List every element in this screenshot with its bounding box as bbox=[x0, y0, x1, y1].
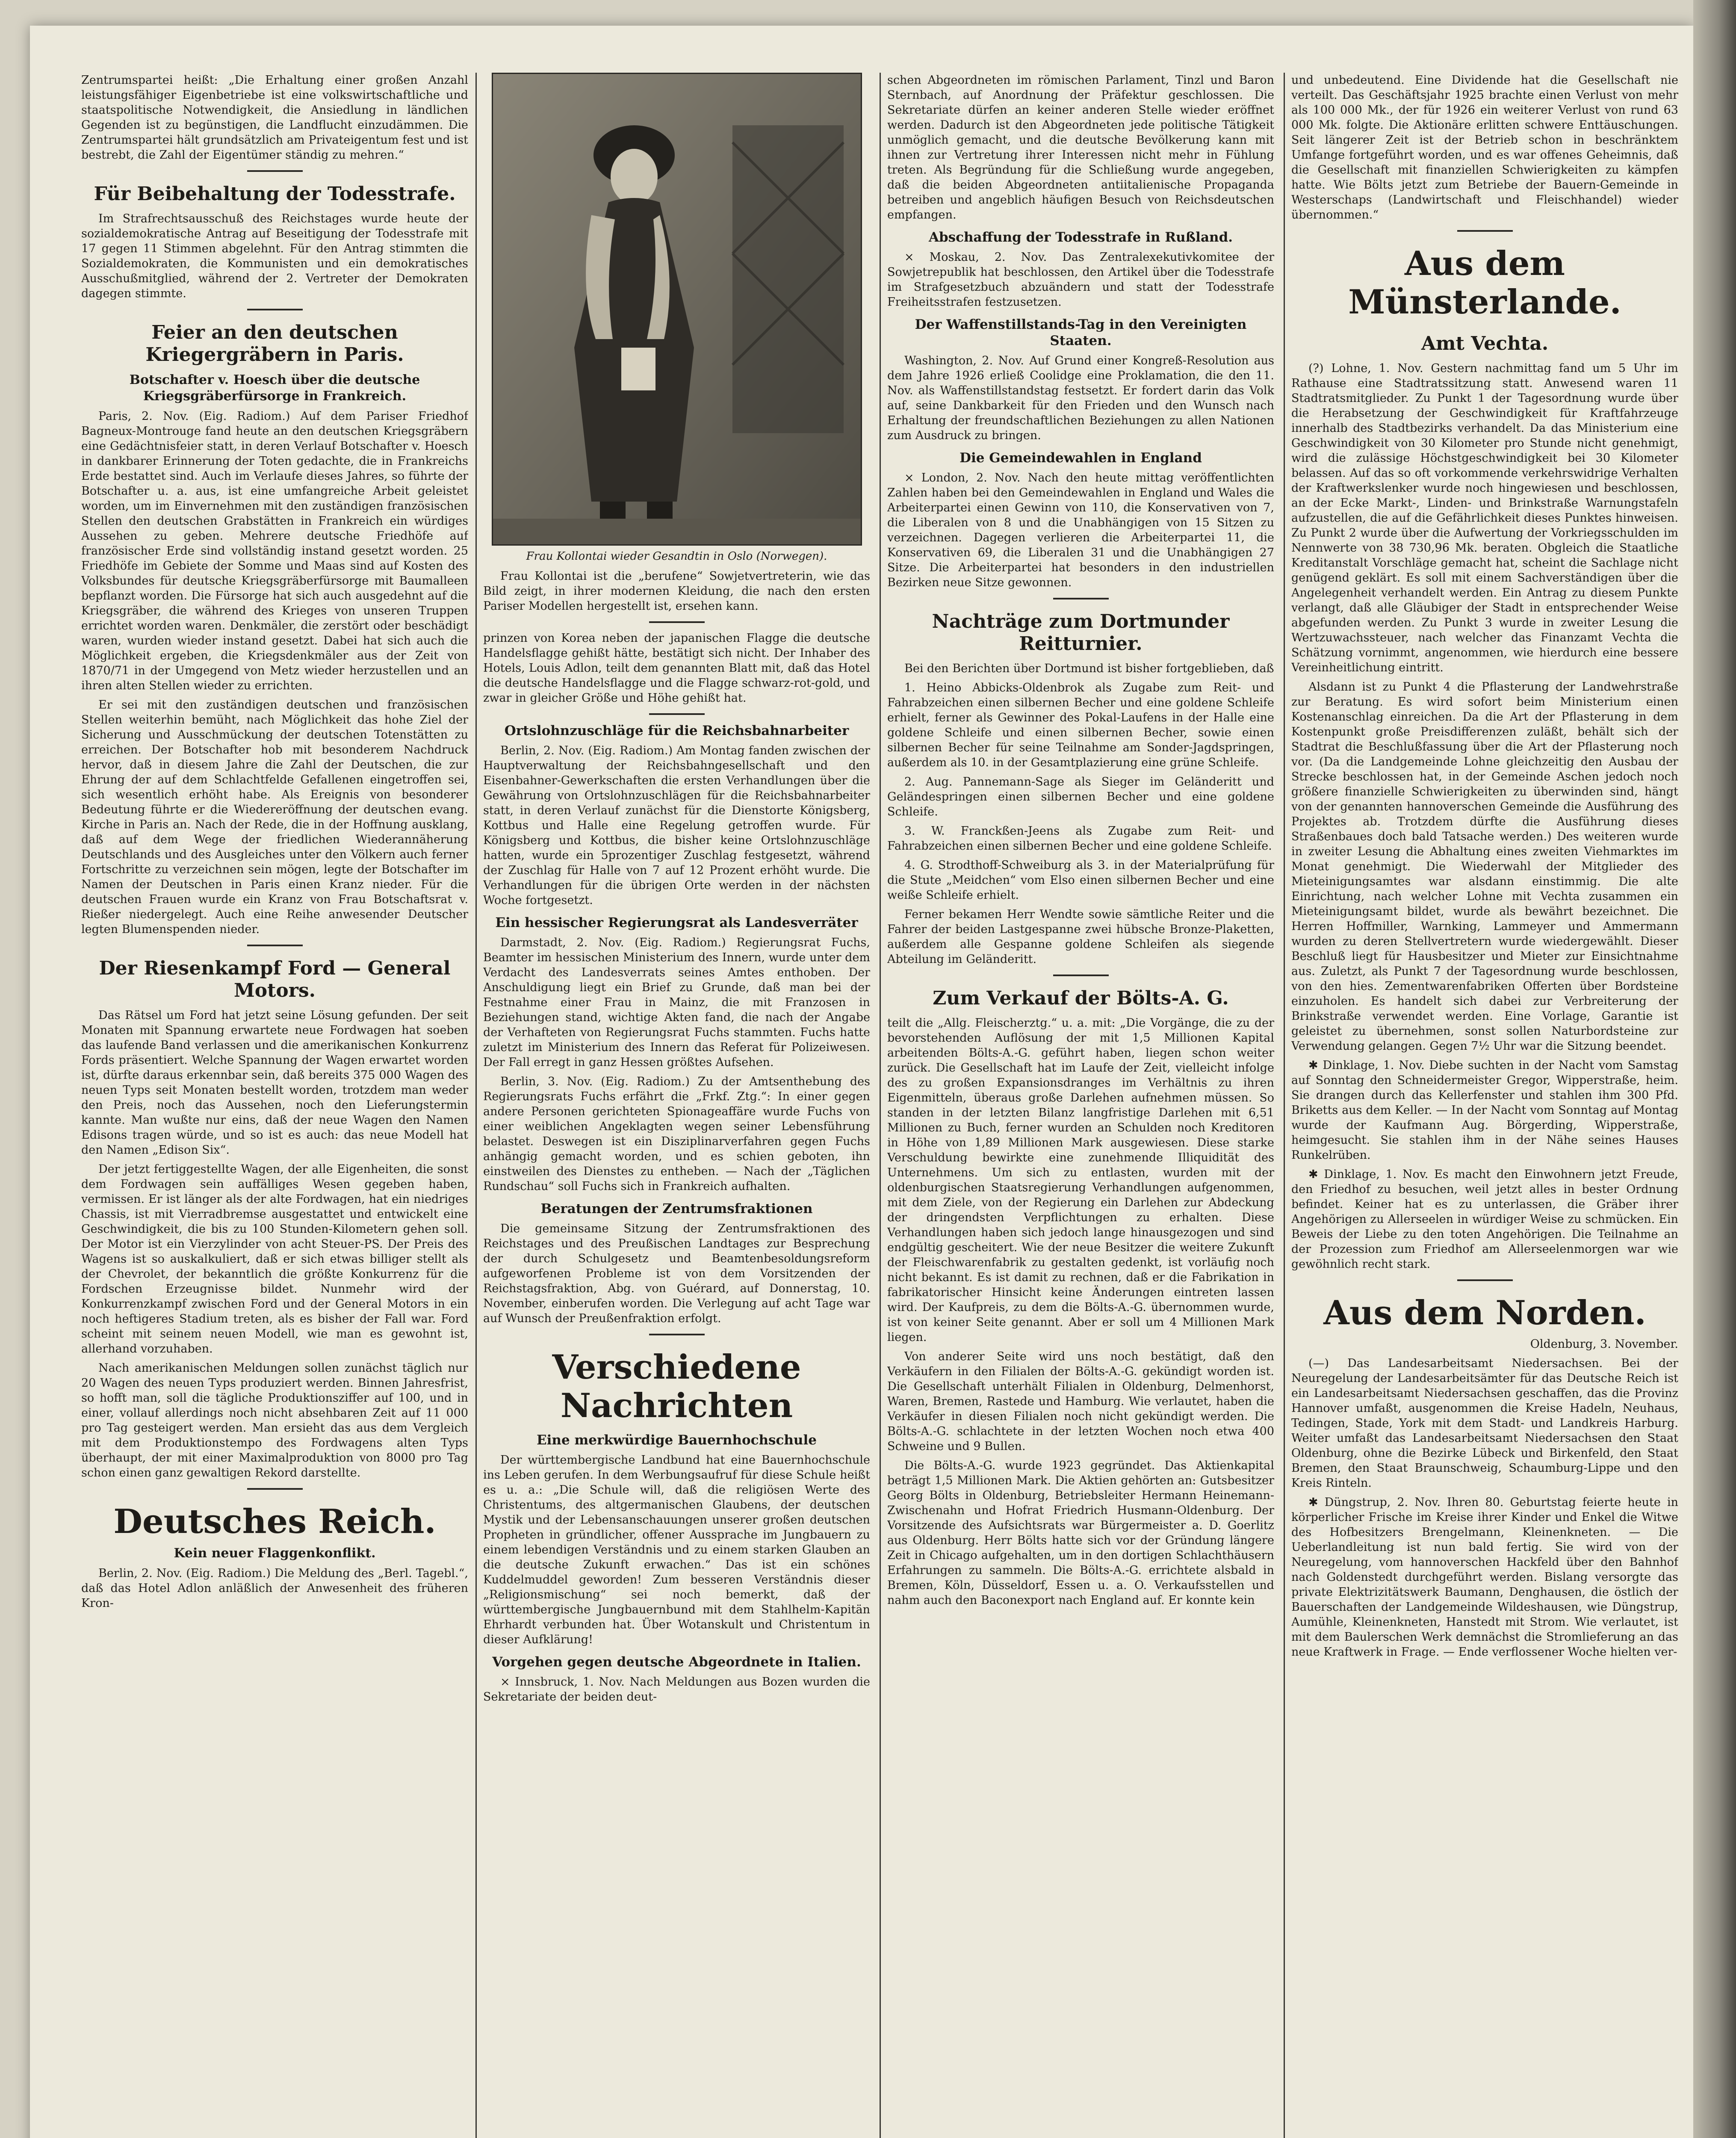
article-text: 2. Aug. Pannemann-Sage als Sieger im Geländeritt und Geländespringen einen silbernen Becher und eine goldene Schleife. bbox=[887, 775, 1274, 818]
photo-kollontai bbox=[492, 73, 862, 546]
article-text: Der württembergische Landbund hat eine Bauernhochschule ins Leben gerufen. In dem Werbungsaufruf für diese Schule heißt es u. a.: „Die Schule will, daß die religiösen Werte des Christentums, des altgermanischen Glaubens, der deutschen Mystik und der Lebensanschauungen unserer großen deutschen Propheten in gründlicher, offener Aussprache im Jungbauern zu einem lebendigen Verständnis und zu einem starken Glauben an die deutsche Zukunft erwachen.“ Das ist ein schönes Kuddelmuddel geworden! Zum besseren Verständnis dieser „Religionsmischung“ sei noch bemerkt, daß der württembergische Jungbauernbund mit dem Stahlhelm-Kapitän Ehrhardt verbunden hat. Über Wotanskult und Christentum in dieser Aufklärung! bbox=[483, 1453, 870, 1646]
article-text: Das Rätsel um Ford hat jetzt seine Lösung gefunden. Der seit Monaten mit Spannung erwartete neue Fordwagen hat soeben das laufende Band verlassen und die amerikanischen Konkurrenz Fords präsentiert. Welche Spannung der Wagen erwartet worden ist, dürfte daraus erkennbar sein, daß bereits 375 000 Wagen des neuen Typs seit Monaten bestellt worden, trotzdem man weder den Preis, noch das Aussehen, noch den Lieferungstermin kannte. Man wußte nur eins, daß der neue Wagen den Namen Edisons tragen würde, und so ist es auch: das neue Modell hat den Namen „Edison Six“. bbox=[81, 1009, 468, 1157]
article-text: prinzen von Korea neben der japanischen Flagge die deutsche Handelsflagge gehißt hätte, bestätigt sich nicht. Der Inhaber des Hotels, Louis Adlon, teilt dem genannten Blatt mit, daß das Hotel die deutsche Handelsflagge und die Flagge schwarz-rot-gold, und zwar in gleicher Größe und Höhe gehißt hat. bbox=[483, 632, 870, 705]
separator bbox=[247, 945, 303, 946]
article-text: Im Strafrechtsausschuß des Reichstages wurde heute der sozialdemokratische Antrag auf Beseitigung der Todesstrafe mit 17 gegen 11 Stimmen abgelehnt. Für den Antrag stimmten die Sozialdemokraten, die Kommunisten und ein demokratisches Ausschußmitglied, während der 2. Vertreter der Demokraten dagegen stimmte. bbox=[81, 212, 468, 300]
headline-england: Die Gemeindewahlen in England bbox=[960, 450, 1202, 466]
article-text: (—) Das Landesarbeitsamt Niedersachsen. Bei der Neuregelung der Landesarbeitsämter für das Deutsche Reich ist ein Landesarbeitsamt Niedersachsen geschaffen, das die Provinz Hannover umfaßt, ausgenommen die Kreise Hadeln, Neuhaus, Tedingen, Stade, York mit dem Stadt- und Landkreis Harburg. Weiter umfaßt das Landesarbeitsamt Niedersachsen den Staat Oldenburg, ohne die Bezirke Lübeck und Birkenfeld, den Staat Bremen, den Staat Braunschweig, Schaumburg-Lippe und den Kreis Rinteln. bbox=[1291, 1357, 1678, 1490]
separator bbox=[247, 309, 303, 310]
column-1 bbox=[81, 73, 468, 2138]
article-text: Washington, 2. Nov. Auf Grund einer Kongreß-Resolution aus dem Jahre 1926 erließ Coolidge eine Proklamation, die den 11. Nov. als Waffenstillstandstag festsetzt. Er fordert darin das Volk auf, seine Dankbarkeit für den Frieden und den Wunsch nach Erhaltung der freundschaftlichen Beziehungen zu allen Nationen zum Ausdruck zu bringen. bbox=[887, 354, 1274, 442]
headline-ortslohn: Ortslohnzuschläge für die Reichsbahnarbeiter bbox=[504, 723, 849, 738]
column-2 bbox=[483, 73, 870, 2138]
article-text: schen Abgeordneten im römischen Parlament, Tinzl und Baron Sternbach, auf Anordnung der Präfektur geschlossen. Die Sekretariate dürfen an keiner anderen Stelle wieder eröffnet werden. Dadurch ist den Abgeordneten jede politische Tätigkeit unmöglich gemacht, und die deutsche Bevölkerung kann mit ihnen zur Vertretung ihrer Interessen nicht mehr in Fühlung treten. Als Begründung für die Schließung wurde angegeben, daß die beiden Abgeordneten antiitalienische Propaganda betreiben und angeblich häufigen Besuch von Reichsdeutschen empfangen. bbox=[887, 74, 1274, 221]
column-rule bbox=[475, 73, 477, 2138]
section-title-norden: Aus dem Norden. bbox=[1323, 1293, 1646, 1332]
article-text: × Moskau, 2. Nov. Das Zentralexekutivkomitee der Sowjetrepublik hat beschlossen, den Artikel über die Todesstrafe im Strafgesetzbuch abzuändern und statt der Todesstrafe Freiheitsstrafen festzusetzen. bbox=[887, 251, 1274, 309]
article-text: Frau Kollontai ist die „berufene“ Sowjetvertreterin, wie das Bild zeigt, in ihrer modernen Kleidung, die nach den ersten Pariser Modellen hergestellt ist, ersehen kann. bbox=[483, 570, 870, 613]
headline-russland: Abschaffung der Todesstrafe in Rußland. bbox=[928, 230, 1233, 245]
article-text: Berlin, 3. Nov. (Eig. Radiom.) Zu der Amtsenthebung des Regierungsrats Fuchs erfährt die „Frkf. Ztg.“: In einer gegen andere Personen gerichteten Spionageaffäre wurde Fuchs von einer weiblichen Angeklagten wegen seiner Lebensführung belastet. Deswegen ist ein Disziplinarverfahren gegen Fuchs anhängig gemacht worden, und es schien geboten, ihn einstweilen des Dienstes zu entheben. — Nach der „Täglichen Rundschau“ soll Fuchs sich in Frankreich aufhalten. bbox=[483, 1075, 870, 1193]
headline-hessen: Ein hessischer Regierungsrat als Landesverräter bbox=[495, 915, 858, 930]
article-text: Bei den Berichten über Dortmund ist bisher fortgeblieben, daß bbox=[904, 662, 1274, 675]
headline-boelts: Zum Verkauf der Bölts-A. G. bbox=[933, 987, 1229, 1009]
scan-edge bbox=[1693, 0, 1736, 2138]
article-text: ✱ Dinklage, 1. Nov. Es macht den Einwohnern jetzt Freude, den Friedhof zu besuchen, weil jetzt alles in bester Ordnung befindet. Keiner hat es zu unterlassen, die Gräber ihrer Angehörigen zu Allerseelen in würdiger Weise zu schmücken. Ein Beweis der Liebe zu den toten Angehörigen. Die Teilnahme an der Prozession zum Friedhof am Allerseelenmorgen war wie gewöhnlich recht stark. bbox=[1291, 1168, 1678, 1271]
article-text: Der jetzt fertiggestellte Wagen, der alle Eigenheiten, die sonst dem Fordwagen sein auffälliges Wesen gegeben haben, vermissen. Er ist länger als der alte Fordwagen, hat ein niedriges Chassis, ist mit Vierradbremse ausgestattet und entwickelt eine Geschwindigkeit, die bis zu 100 Stunden-Kilometern gehen soll. Der Motor ist ein Vierzylinder von acht Steuer-PS. Der Preis des Wagens ist so auskalkuliert, daß er sich etwas billiger stellt als der Chevrolet, der bekanntlich die größte Konkurrenz für die Fordschen Erzeugnisse bildet. Nunmehr wird der Konkurrenzkampf zwischen Ford und der General Motors in ein noch heftigeres Stadium treten, als es bisher der Fall war. Ford scheint mit seinem neuen Modell, wie man es gewohnt ist, allerhand vorzuhaben. bbox=[81, 1163, 468, 1355]
headline-paris: Feier an den deutschen Kriegergräbern in Paris. bbox=[145, 322, 404, 366]
article-text: Alsdann ist zu Punkt 4 die Pflasterung der Landwehrstraße zur Beratung. Es wird sofort beim Ministerium einen Kostenanschlag einreichen. Da die Art der Pflasterung in dem Kostenpunkt große Preisdifferenzen zuläßt, behält sich der Stadtrat die Beschlußfassung über die Art der Pflasterung noch vor. (Da die Landgemeinde Lohne gleichzeitig den Ausbau der Strecke beschlossen hat, in der Gemeinde Aschen jedoch noch größere finanzielle Schwierigkeiten zu überwinden sind, hängt von der genannten hannoverschen Gemeinde die Ausführung des Projektes ab. Trotzdem dürfte die Ausführung dieses Straßenbaues doch bald Tatsache werden.) Des weiteren wurde in zweiter Lesung die Abhaltung eines zweiten Viehmarktes im Monat genehmigt. Die Wiederwahl der Mitglieder des Mieteinigungsamtes war alsdann einstimmig. Die alte Einrichtung, nach welcher Lohne mit Vechta zusammen ein Mieteinigungsamt bildet, wurde als bewährt bezeichnet. Die Herren Hoffmiller, Warnking, Lammeyer und Ammermann wurden zu deren Stellvertretern wurde wiedergewählt. Dieser Beschluß liegt für Hausbesitzer und Mieter zur Einsichtnahme aus. Zuletzt, als Punkt 7 der Tagesordnung wurde beschlossen, von den hies. Zementwarenfabriken Offerten über Bordsteine einzuholen. Es handelt sich dabei zur Verbreiterung der Brinkstraße verwendet werden. Eine Vorlage, Garantie ist geleistet zu übernehmen, sonst sollen Naturbordsteine zur Verwendung gelangen. Gegen 7½ Uhr war die Sitzung beendet. bbox=[1291, 680, 1678, 1053]
article-text: Nach amerikanischen Meldungen sollen zunächst täglich nur 20 Wagen des neuen Typs produziert werden. Binnen Jahresfrist, so hofft man, soll die tägliche Produktionsziffer auf 100, und in einer, vollauf allerdings noch nicht absehbaren Zeit auf 11 000 pro Tag gesteigert werden. Man ersieht das aus dem Vergleich mit dem Produktionstempo des Fordwagens alten Typs überhaupt, der mit einer Maximalproduktion von 8000 pro Tag schon einen ganz gewaltigen Rekord darstellte. bbox=[81, 1361, 468, 1479]
article-text: ✱ Düngstrup, 2. Nov. Ihren 80. Geburtstag feierte heute in körperlicher Frische im Kreise ihrer Kinder und Enkel die Witwe des Hofbesitzers Brengelmann, Kleinenkneten. — Die Ueberlandleitung ist nun bald fertig. Sie wird von der Neuregelung, vom hannoverschen Hackfeld über den Bahnhof nach Goldenstedt durchgeführt werden. Bislang versorgte das private Elektrizitätswerk Baumann, Denghausen, die östlich der Bauerschaften der Landgemeinde Wildeshausen, wie Düngstrup, Aumühle, Kleinenkneten, Hanstedt mit Strom. Wie verlautet, ist mit dem Baulerschen Werk demnächst die Stromlieferung an das neue Kraftwerk in Frage. — Ende verflossener Woche hielten ver- bbox=[1291, 1496, 1678, 1659]
article-text: teilt die „Allg. Fleischerztg.“ u. a. mit: „Die Vorgänge, die zu der bevorstehenden Auflösung der mit 1,5 Millionen Kapital arbeitenden Bölts-A.-G. geführt haben, liegen schon weiter zurück. Die Gesellschaft hat im Laufe der Zeit, vielleicht infolge des zu großen Expansionsdranges im Verhältnis zu ihren Eigenmitteln, überaus große Darlehen aufnehmen müssen. So standen in der letzten Bilanz langfristige Darlehen mit 6,51 Millionen zu Buch, ferner wurden an Schulden noch Kreditoren in Höhe von 1,89 Millionen Mark ausgewiesen. Diese starke Verschuldung bewirkte eine zunehmende Illiquidität des Unternehmens. Um sich zu entlasten, wurden mit der oldenburgischen Staatsregierung Verhandlungen aufgenommen, mit dem Ziele, von der Regierung ein Darlehen zur Abdeckung der dringendsten Verpflichtungen zu erhalten. Diese Verhandlungen haben sich jedoch lange hinausgezogen und sind endgültig gescheitert. Wie der neue Besitzer die weitere Zukunft der Fleischwarenfabrik zu gestalten gedenkt, ist vorläufig noch nicht bekannt. Es ist damit zu rechnen, daß er die Fabrikation in fabrikatorischer Hinsicht keine Änderungen eintreten lassen wird. Der Kaufpreis, zu dem die Bölts-A.-G. übernommen wurde, ist von keiner Seite genannt. Aber er soll um 4 Millionen Mark liegen. bbox=[887, 1016, 1274, 1344]
headline-zentrum: Beratungen der Zentrumsfraktionen bbox=[540, 1201, 813, 1217]
article-text: Berlin, 2. Nov. (Eig. Radiom.) Am Montag fanden zwischen der Hauptverwaltung der Reichsbahngesellschaft und den Eisenbahner-Gewerkschaften die ersten Verhandlungen über die Gewährung von Ortslohnzuschlägen für die Reichsbahnarbeiter statt, in deren Verlauf zunächst für die Dienstorte Königsberg, Kottbus und Halle eine Regelung getroffen wurde. Für Königsberg und Kottbus, die bisher keine Ortslohnzuschläge hatten, wurde ein 5prozentiger Zuschlag festgesetzt, während der Zuschlag für Halle von 7 auf 12 Prozent erhöht wurde. Die Verhandlungen für die übrigen Orte werden in der nächsten Woche fortgesetzt. bbox=[483, 744, 870, 907]
article-text: Darmstadt, 2. Nov. (Eig. Radiom.) Regierungsrat Fuchs, Beamter im hessischen Ministerium des Innern, wurde unter dem Verdacht des Landesverrats seines Amtes enthoben. Der Anschuldigung liegt ein Brief zu Grunde, daß man bei der Festnahme einer Frau in Mainz, die mit Franzosen in Beziehungen stand, wichtige Akten fand, die nach der Angabe der Verhafteten von Regierungsrat Fuchs stammten. Fuchs hatte zuletzt im Ministerium des Innern das Referat für Polizeiwesen. Der Fall erregt in ganz Hessen größtes Aufsehen. bbox=[483, 936, 870, 1069]
separator bbox=[1457, 1279, 1513, 1281]
dateline: Oldenburg, 3. November. bbox=[1530, 1338, 1678, 1351]
column-4 bbox=[1291, 73, 1678, 2138]
separator bbox=[649, 621, 705, 623]
separator bbox=[247, 170, 303, 172]
portrait-illustration bbox=[493, 74, 861, 544]
separator bbox=[649, 713, 705, 715]
separator bbox=[247, 1488, 303, 1490]
separator bbox=[1457, 230, 1513, 232]
headline-dortmund: Nachträge zum Dortmunder Reitturnier. bbox=[932, 611, 1230, 655]
section-title-deutsches-reich: Deutsches Reich. bbox=[113, 1502, 436, 1541]
headline-todesstrafe: Für Beibehaltung der Todesstrafe. bbox=[94, 183, 456, 205]
article-text: und unbedeutend. Eine Dividende hat die Gesellschaft nie verteilt. Das Geschäftsjahr 1925 brachte einen Verlust von mehr als 100 000 Mk., der für 1926 ein weiterer Verlust von rund 63 000 Mk. folgte. Die Aktionäre erlitten schwere Enttäuschungen. Seit längerer Zeit ist der Betrieb schon in beschränktem Umfange fortgeführt worden, und es war offenes Geheimnis, daß die Gesellschaft mit finanziellen Schwierigkeiten zu kämpfen hatte. Wie Bölts jetzt zum Betriebe der Bauern-Gemeinde in Westerschaps (Landwirtschaft und Fleischhandel) wieder übernommen.“ bbox=[1291, 74, 1678, 221]
photo-caption: Frau Kollontai wieder Gesandtin in Oslo (Norwegen). bbox=[526, 550, 827, 563]
article-text: × London, 2. Nov. Nach den heute mittag veröffentlichten Zahlen haben bei den Gemeindewahlen in England und Wales die Arbeiterpartei einen Gewinn von 110, die Konservativen von 7, die Liberalen von 8 und die Unabhängigen von 15 Sitzen zu verzeichnen. Dagegen verlieren die Arbeiterpartei 11, die Konservativen 69, die Liberalen 31 und die Unabhängigen 27 Sitze. Die Arbeiterpartei hat besonders in den industriellen Bezirken neue Sitze gewonnen. bbox=[887, 471, 1274, 589]
separator bbox=[649, 1334, 705, 1335]
column-3 bbox=[887, 73, 1274, 2138]
article-text: 1. Heino Abbicks-Oldenbrok als Zugabe zum Reit- und Fahrabzeichen einen silbernen Becher und eine goldene Schleife erhielt, ferner als Gewinner des Pokal-Laufens in der Halle eine goldene Schleife und einen silbernen Becher, sowie einen silbernen Becher für seine Teilnahme am Sonder-Jagdspringen, außerdem als 10. in der Gesamtplazierung eine grüne Schleife. bbox=[887, 681, 1274, 769]
subheadline-paris: Botschafter v. Hoesch über die deutsche Kriegsgräberfürsorge in Frankreich. bbox=[129, 372, 420, 404]
headline-waffenstillstand: Der Waffenstillstands-Tag in den Vereinigten Staaten. bbox=[915, 317, 1247, 348]
separator bbox=[1053, 975, 1109, 976]
headline-ford: Der Riesenkampf Ford — General Motors. bbox=[99, 957, 451, 1001]
article-text: Berlin, 2. Nov. (Eig. Radiom.) Die Meldung des „Berl. Tagebl.“, daß das Hotel Adlon anläßlich der Anwesenheit des früheren Kron- bbox=[81, 1567, 468, 1610]
article-text: Zentrumspartei heißt: „Die Erhaltung einer großen Anzahl leistungsfähiger Eigenbetriebe ist eine volkswirtschaftliche und staatspolitische Notwendigkeit, die Ansiedlung in ländlichen Gegenden ist zu begünstigen, die Landflucht einzudämmen. Die Zentrumspartei hält grundsätzlich am Privateigentum fest und ist bestrebt, die Zahl der Eigentümer ständig zu mehren.“ bbox=[81, 74, 468, 162]
section-title-verschiedene: Verschiedene Nachrichten bbox=[552, 1348, 801, 1425]
article-text: Die gemeinsame Sitzung der Zentrumsfraktionen des Reichstages und des Preußischen Landtages zur Besprechung der durch Schulgesetz und Beamtenbesoldungsreform aufgeworfenen Probleme ist von dem Vorsitzenden der Reichstagsfraktion, Abg. von Guérard, auf Donnerstag, 10. November, einberufen worden. Die Verlegung auf acht Tage war auf Wunsch der Preußenfraktion erfolgt. bbox=[483, 1222, 870, 1325]
headline-flaggen: Kein neuer Flaggenkonflikt. bbox=[174, 1546, 376, 1561]
column-rule bbox=[1284, 73, 1285, 2138]
article-text: ✱ Dinklage, 1. Nov. Diebe suchten in der Nacht vom Samstag auf Sonntag den Schneidermeister Gregor, Wipperstraße, heim. Sie drangen durch das Kellerfenster und stahlen ihm 300 Pfd. Briketts aus dem Keller. — In der Nacht vom Sonntag auf Montag wurde der Kaufmann Aug. Börgerding, Wipperstraße, heimgesucht. Sie stahlen ihm in der Nähe seines Hauses Runkelrüben. bbox=[1291, 1059, 1678, 1162]
newspaper-page bbox=[30, 26, 1693, 2138]
section-title-muensterland: Aus dem Münsterlande. bbox=[1348, 244, 1621, 322]
article-text: (?) Lohne, 1. Nov. Gestern nachmittag fand um 5 Uhr im Rathause eine Stadtratssitzung statt. Anwesend waren 11 Stadtratsmitglieder. Zu Punkt 1 der Tagesordnung wurde über die Herabsetzung der Geschwindigkeit für Kraftfahrzeuge innerhalb des Stadtbezirks verhandelt. Da das Ministerium eine Geschwindigkeit von 30 Kilometer pro Stunde nicht genehmigt, wird die zulässige Höchstgeschwindigkeit bei 30 Kilometer belassen. Auf das so oft vorkommende verkehrswidrige Verhalten der Kraftwerkslenker wurde noch hingewiesen und beschlossen, an der Ecke Markt-, Linden- und Brinkstraße Warnungstafeln aufzustellen, die auf die Gefährlichkeit dieses Punktes hinweisen. Zu Punkt 2 wurde über die Aufwertung der Vorkriegsschulden im Nennwerte von 38 730,96 Mk. beraten. Obgleich die Staatliche Kreditanstalt Vorschläge gemacht hat, scheint die Sachlage nicht genügend geklärt. Es soll mit einem Sachverständigen über die Angelegenheit verhandelt werden. Ein Antrag zu diesem Punkte verlangt, daß alle Gläubiger der Stadt in entsprechender Weise abgefunden werden. Zu Punkt 3 wurde in zweiter Lesung die Wertzuwachssteuer, nach welcher das Finanzamt Vechta die Schätzung vornimmt, angenommen, wie hierdurch eine bessere Vereinheitlichung eintritt. bbox=[1291, 362, 1678, 674]
subsection-title-vechta: Amt Vechta. bbox=[1421, 333, 1549, 354]
separator bbox=[1053, 598, 1109, 599]
article-text: Die Bölts-A.-G. wurde 1923 gegründet. Das Aktienkapital beträgt 1,5 Millionen Mark. Die Aktien gehörten an: Gutsbesitzer Georg Bölts in Oldenburg, Betriebsleiter Hermann Heinemann-Zwischenahn und Hofrat Friedrich Husmann-Oldenburg. Der Vorsitzende des Aufsichtsrats war Bürgermeister a. D. Goerlitz aus Oldenburg. Herr Bölts hatte sich vor der Gründung längere Zeit in Chicago aufgehalten, um in den dortigen Schlachthäusern Erfahrungen zu sammeln. Die Bölts-A.-G. errichtete alsbald in Bremen, Köln, Düsseldorf, Essen u. a. O. Verkaufsstellen und nahm auch den Baconexport nach England auf. Er konnte kein bbox=[887, 1459, 1274, 1607]
article-text: 4. G. Strodthoff-Schweiburg als 3. in der Materialprüfung für die Stute „Meidchen“ vom Elso einen silbernen Becher und eine weiße Schleife erhielt. bbox=[887, 859, 1274, 902]
headline-bauern: Eine merkwürdige Bauernhochschule bbox=[537, 1432, 817, 1448]
article-text: Von anderer Seite wird uns noch bestätigt, daß den Verkäufern in den Filialen der Bölts-A.-G. gekündigt worden ist. Die Gesellschaft unterhält Filialen in Oldenburg, Delmenhorst, Waren, Bremen, Rastede und Hamburg. Wie verlautet, haben die Verkäufer in diesen Filialen noch nicht gekündigt werden. Die Bölts-A.-G. schlachtete in der letzten Wochen noch etwa 400 Schweine und 9 Bullen. bbox=[887, 1350, 1274, 1453]
column-rule bbox=[880, 73, 881, 2138]
article-text: × Innsbruck, 1. Nov. Nach Meldungen aus Bozen wurden die Sekretariate der beiden deut- bbox=[483, 1675, 870, 1704]
article-text: Er sei mit den zuständigen deutschen und französischen Stellen weiterhin bemüht, nach Möglichkeit das hohe Ziel der Sicherung und Ausschmückung der deutschen Totenstätten zu erreichen. Der Botschafter hob mit besonderem Nachdruck hervor, daß in diesem Jahre die Zahl der Deutschen, die zur Ehrung der auf dem Schlachtfelde Gefallenen eingetroffen sei, sich wesentlich erhöht habe. Als Ereignis von besonderer Bedeutung führte er die Wiedereröffnung der deutschen evang. Kirche in Paris an. Nach der Rede, die in der Hoffnung ausklang, daß auf dem Wege der friedlichen Wiederannäherung Deutschlands und des Ausgleiches unter den Völkern auch ferner Fortschritte zu verzeichnen sein mögen, legte der Botschafter im Namen der Deutschen in Paris einen Kranz nieder. Für die deutschen Frauen wurde ein Kranz von Frau Botschaftsrat v. Rießer niedergelegt. Auch eine Reihe anwesender Deutscher legten Blumenspenden nieder. bbox=[81, 698, 468, 936]
article-text: Ferner bekamen Herr Wendte sowie sämtliche Reiter und die Fahrer der beiden Lastgespanne zwei hübsche Bronze-Plaketten, außerdem alle Gespanne goldene Schleifen als siegende Abteilung im Geländeritt. bbox=[887, 908, 1274, 966]
article-text: Paris, 2. Nov. (Eig. Radiom.) Auf dem Pariser Friedhof Bagneux-Montrouge fand heute an den deutschen Kriegsgräbern eine Gedächtnisfeier statt, in deren Verlauf Botschafter v. Hoesch in dankbarer Erinnerung der Toten gedachte, die in Frankreichs Erde bestattet sind. Auch im Verlaufe dieses Jahres, so führte der Botschafter u. a. aus, ist eine umfangreiche Arbeit geleistet worden, um im Einvernehmen mit den zuständigen französischen Stellen den deutschen Grabstätten in Frankreich ein würdiges Aussehen zu geben. Mehrere deutsche Friedhöfe auf französischer Erde sind vollständig instand gesetzt worden. 25 Friedhöfe im Gebiete der Somme und Maas sind auf Kosten des Volksbundes für deutsche Kriegsgräberfürsorge mit Baumalleen bepflanzt worden. Die Fürsorge hat sich auch ausgedehnt auf die Kriegsgräber, die während des Krieges von unseren Truppen errichtet worden waren. Denkmäler, die zerstört oder beschädigt waren, wurden wieder instand gesetzt. Dabei hat sich auch die Möglichkeit ergeben, die Kriegsdenkmäler aus der Zeit von 1870/71 in der Umgegend von Metz wieder herzustellen und an ihren alten Stellen wieder zu errichten. bbox=[81, 410, 468, 692]
headline-italien: Vorgehen gegen deutsche Abgeordnete in Italien. bbox=[492, 1654, 861, 1670]
article-text: 3. W. Franckßen-Jeens als Zugabe zum Reit- und Fahrabzeichen einen silbernen Becher und eine goldene Schleife. bbox=[887, 824, 1274, 853]
